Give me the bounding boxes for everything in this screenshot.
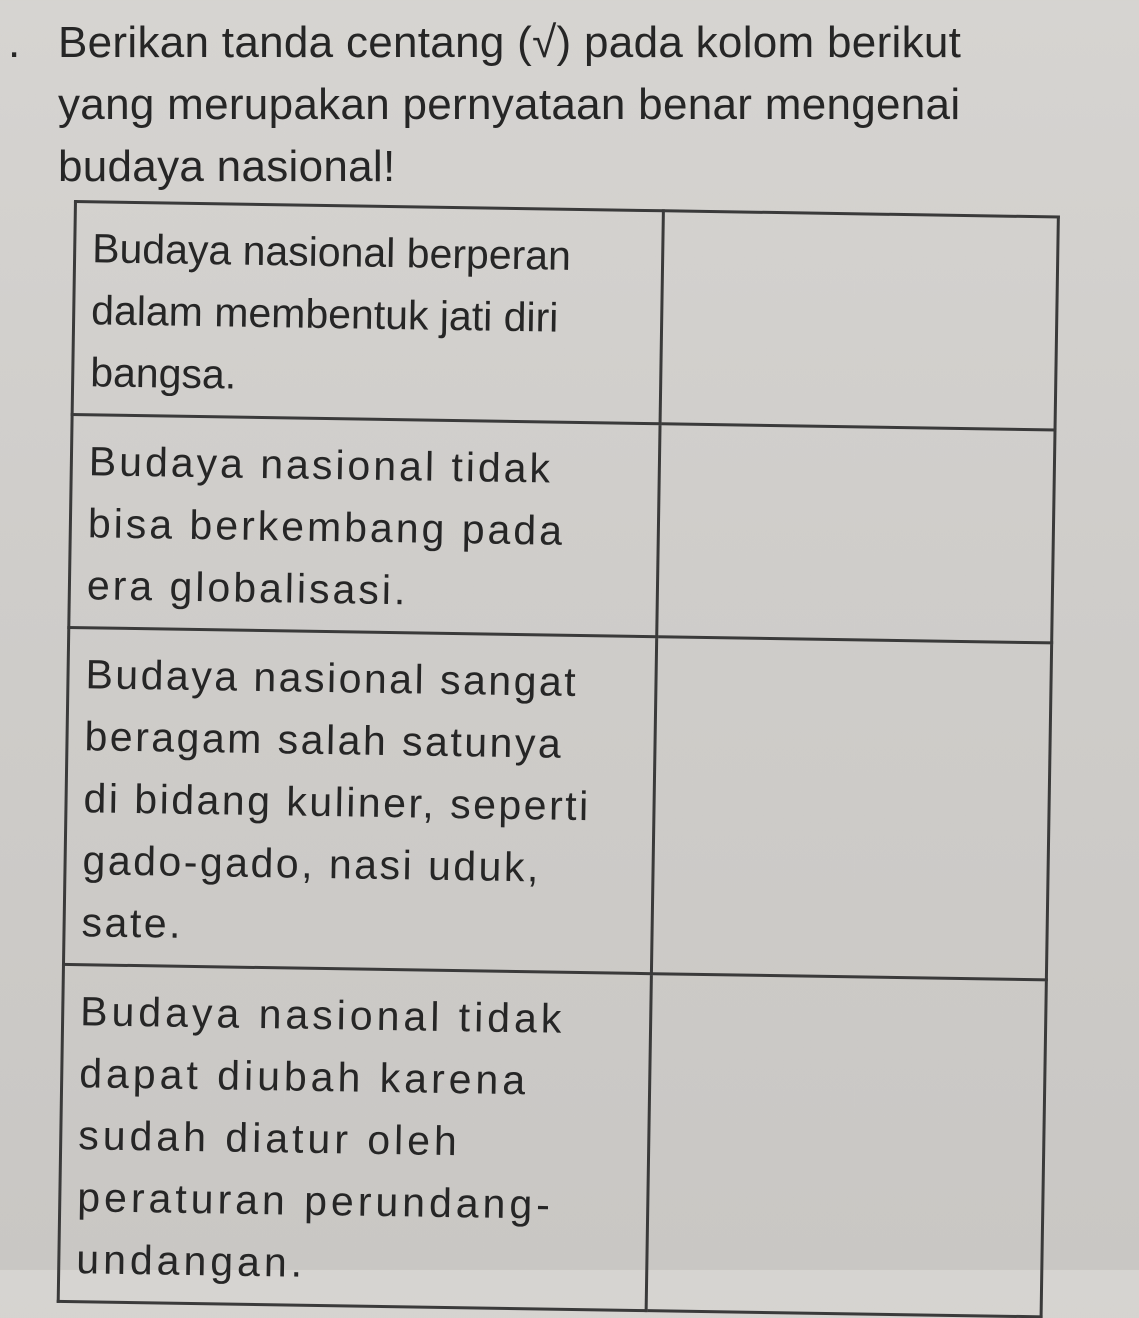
- table-row: [63, 627, 1051, 979]
- statement-line: dapat diubah karena: [78, 1050, 530, 1104]
- statement-line: era globalisasi.: [86, 562, 409, 614]
- instruction-line-1: . Berikan tanda centang (√) pada kolom berikut: [0, 12, 1120, 74]
- instruction-line-2: yang merupakan pernyataan benar mengenai: [58, 80, 961, 129]
- statement-line: gado-gado, nasi uduk,: [82, 837, 542, 891]
- statement-line: Budaya nasional sangat: [85, 651, 579, 705]
- statement-checklist-table: [57, 200, 1060, 1318]
- check-cell[interactable]: [646, 974, 1046, 1317]
- statement-line: Budaya nasional berperan: [91, 225, 572, 279]
- instruction-line-3: budaya nasional!: [58, 142, 396, 191]
- statement-line: beragam salah satunya: [84, 713, 564, 767]
- statement-line: sudah diatur oleh: [77, 1112, 462, 1165]
- statement-line: undangan.: [76, 1236, 307, 1286]
- check-cell[interactable]: [660, 211, 1058, 430]
- statement-line: Budaya nasional tidak: [88, 438, 554, 492]
- question-number: .: [8, 18, 21, 67]
- table-row: [69, 414, 1055, 642]
- check-cell[interactable]: [651, 637, 1051, 980]
- table-row: [72, 202, 1058, 430]
- statement-line: bangsa.: [89, 349, 237, 398]
- statement-cell: [69, 414, 660, 636]
- statement-line: sate.: [81, 899, 184, 947]
- statement-line: bisa berkembang pada: [87, 500, 566, 554]
- statement-cell: [63, 627, 656, 973]
- statement-cell: [58, 964, 651, 1310]
- table-row: [58, 964, 1046, 1316]
- statement-line: Budaya nasional tidak: [79, 988, 566, 1042]
- statement-line: dalam membentuk jati diri: [90, 287, 559, 341]
- question-instruction: [0, 12, 1120, 198]
- statement-line: di bidang kuliner, seperti: [83, 775, 592, 830]
- statement-cell: [72, 202, 663, 424]
- statement-line: peraturan perundang-: [76, 1174, 555, 1228]
- check-cell[interactable]: [657, 424, 1055, 643]
